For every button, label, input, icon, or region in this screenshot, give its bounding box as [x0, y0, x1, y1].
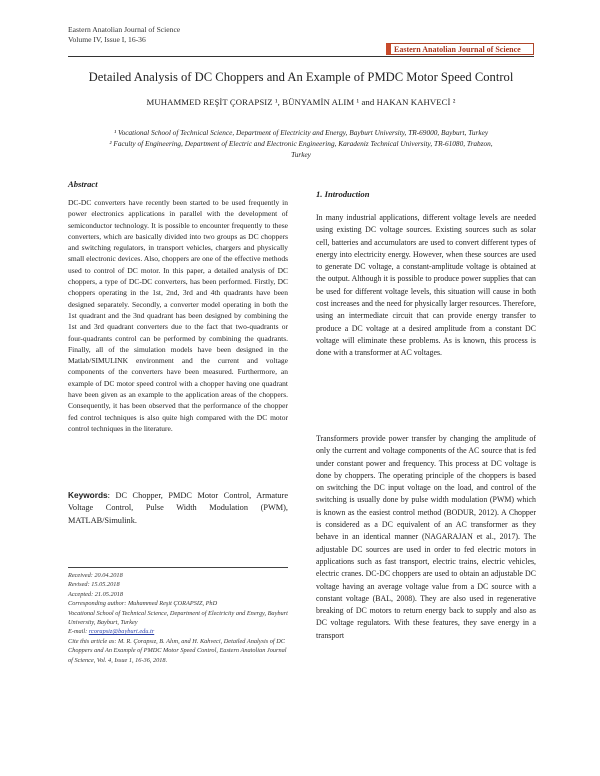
paper-authors: MUHAMMED REŞİT ÇORAPSIZ ¹, BÜNYAMİN ALIM ¹ and HAKAN KAHVECİ ² [146, 97, 456, 107]
journal-name: Eastern Anatolian Journal of Science [68, 25, 181, 34]
affiliation-1: ¹ Vocational School of Technical Science, Department of Electricity and Energy, Bayburt University, TR-69000, Bayburt, Turkey [113, 128, 489, 137]
revised-date: Revised: 15.05.2018 [68, 581, 120, 589]
corresponding-author: Corresponding author: Muhammed Reşit ÇORAPSIZ, PhD [68, 600, 218, 608]
article-info-divider [68, 567, 288, 568]
paper-title: Detailed Analysis of DC Choppers and An Example of PMDC Motor Speed Control [88, 70, 514, 84]
affiliation-2: ² Faculty of Engineering, Department of Electric and Electronic Engineering, Karadeniz Technical University, TR-61080, Trabzon, Turkey [109, 139, 493, 160]
keywords-block [68, 489, 288, 527]
corresponding-affiliation: Vocational School of Technical Science, Department of Electricity and Energy, Bayburt University, Bayburt, Turkey [68, 609, 288, 627]
introduction-heading: 1. Introduction [316, 189, 370, 199]
journal-badge: Eastern Anatolian Journal of Science [386, 43, 534, 55]
volume-issue: Volume IV, Issue I, 16-36 [68, 35, 146, 44]
email-line [68, 627, 290, 636]
email-link[interactable]: rcorapsiz@bayburt.edu.tr [88, 628, 155, 636]
introduction-paragraph-1: In many industrial applications, different voltage levels are needed using existing DC voltage sources. Existing sources such as solar cell, batteries and accumulators are used to convert different types of energy into electricity energy. However, when these sources are used to generate DC voltage, a constant-amplitude voltage is obtained at the output. Although it is possible to produce power supplies that can be used for different voltage levels, this situation will cause in both cost increases and the need for physically larger resources. Therefore, using an intermediate circuit that can provide energy transfer to produce a DC voltage at a desired amplitude from a constant DC voltage will eliminate these problems. As is known, this process is done with a transformer at AC voltages. [316, 213, 536, 358]
received-date: Received: 20.04.2018 [68, 572, 123, 579]
introduction-paragraph-2: Transformers provide power transfer by changing the amplitude of only the current and voltage components of the AC source that is fed under constant power and frequency. This process at DC voltage is done by choppers. The operating principle of the choppers is based on switching the DC input voltage on the load, and control of the switching is usually done by pulse width modulation (PWM) which is known as the easiest control method (BODUR, 2012). A Chopper is considered as a DC equivalent of an AC transformer as they behave in an identical manner (NAGARAJAN et al., 2017). The adjustable DC sources are used in order to fed electric motors in applications such as fast transport, electric trains, electric vehicles, electric cranes. DC-DC choppers are used to obtain an adjustable DC voltage having an average voltage value from a DC source with a constant voltage (BAL, 2008). They are also used in regenerative breaking of DC motors to return energy back to supply and also as DC voltage regulators. With these features, they save energy in a transport [316, 434, 536, 640]
abstract-text: DC-DC converters have recently been started to be used frequently in power electronics applications in parallel with the development of semiconductor technology. It is possible to encounter frequently to these converters, which are basically divided into two groups as DC choppers and switching regulators, in transport vehicles, chargers and physically small electronic devices. Also, choppers are one of the effective methods used to control of DC motor. In this paper, a detailed analysis of DC choppers, a type of DC-DC converters, has been performed. Firstly, DC choppers operating in the 1st, 2nd, 3rd and 4th quadrants have been designed separately. Secondly, a converter model operating in both the 1st quadrant and the 3nd quadrant has been designed by combining the 1st and 3rd quadrant converters due to the fact that two-quadrants or four-quadrants control can be performed by combining the quadrants. Finally, all of the simulation models have been designed in the Matlab/SIMULINK environment and the current and voltage components of the converters have been measured. Furthermore, an example of DC motor speed control with a chopper having one quadrant have been given as an example to the application areas of the choppers. Consequently, it has been observed that the performance of the chopper fed control techniques is also quite high compared with the DC motor control techniques in the literature. [68, 198, 288, 433]
abstract-heading: Abstract [68, 179, 98, 189]
citation: Cite this article as: M. R. Çorapsız, B. Alım, and H. Kahveci, Detailed Analysis of DC Choppers and An Example of PMDC Motor Speed Control, Eastern Anatolian Journal of Science, Vol. 4, Issue 1, 16-36, 2018. [68, 637, 287, 664]
accepted-date: Accepted: 21.05.2018 [68, 590, 124, 598]
header-divider [68, 56, 534, 57]
journal-header [68, 25, 180, 45]
article-info [68, 571, 290, 665]
keywords-label: Keywords [68, 490, 108, 500]
email-label: E-mail: [68, 628, 89, 636]
keywords-text: : DC Chopper, PMDC Motor Control, Armature Voltage Control, Pulse Width Modulation (PWM), MATLAB/Simulink. [68, 491, 288, 525]
affiliations [68, 127, 534, 161]
